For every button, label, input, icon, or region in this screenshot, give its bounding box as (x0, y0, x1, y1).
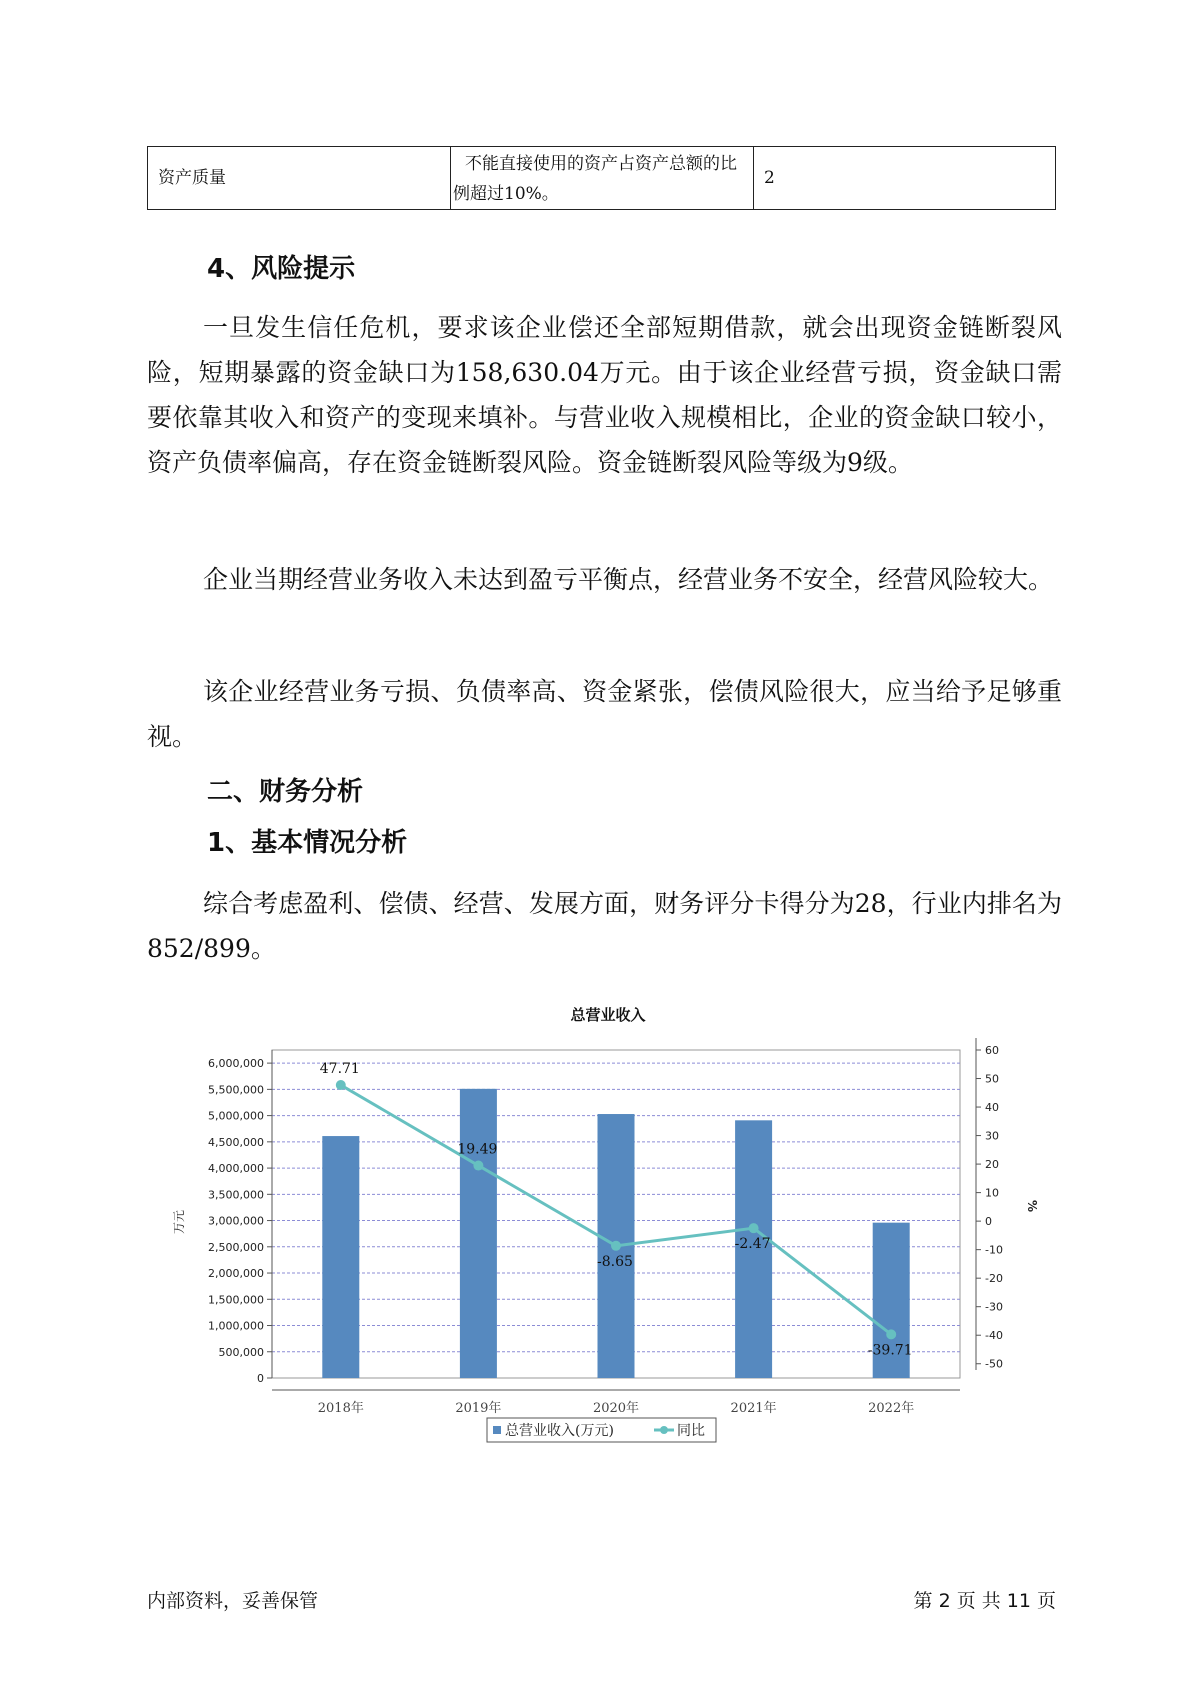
revenue-bar (460, 1089, 497, 1378)
y2-tick-label: 60 (985, 1044, 999, 1057)
y2-tick-label: 10 (985, 1186, 999, 1200)
risk-paragraph-2: 企业当期经营业务收入未达到盈亏平衡点，经营业务不安全，经营风险较大。 (203, 565, 1054, 594)
table-cell-condition: 不能直接使用的资产占资产总额的比例超过10%。 (451, 147, 754, 209)
y-tick-label: 1,000,000 (208, 1319, 264, 1333)
y-tick-label: 500,000 (218, 1345, 264, 1359)
legend-line-label: 同比 (677, 1423, 705, 1439)
basic-analysis-heading: 1、基本情况分析 (207, 828, 408, 858)
y-tick-label: 2,000,000 (208, 1267, 264, 1281)
y-axis-label: 万元 (172, 1209, 186, 1235)
revenue-bar (322, 1136, 359, 1378)
revenue-chart (147, 998, 1056, 1458)
y-tick-label: 4,000,000 (208, 1162, 264, 1176)
y-tick-label: 2,500,000 (208, 1240, 264, 1254)
legend-bar-swatch (493, 1426, 501, 1434)
y2-tick-label: 20 (985, 1158, 999, 1172)
risk-heading: 4、风险提示 (207, 254, 356, 284)
y-tick-label: 6,000,000 (208, 1057, 264, 1071)
revenue-chart-svg (147, 998, 1056, 1458)
footer-confidential-note: 内部资料，妥善保管 (147, 1590, 319, 1612)
y2-tick-label: -20 (985, 1272, 1003, 1286)
legend-line-marker (660, 1426, 668, 1434)
x-tick-label: 2020年 (592, 1401, 640, 1416)
y2-tick-label: -30 (985, 1300, 1003, 1314)
yoy-point (336, 1080, 346, 1090)
yoy-data-label: 47.71 (319, 1061, 360, 1078)
y-tick-label: 5,500,000 (208, 1083, 264, 1097)
yoy-data-label: 19.49 (457, 1141, 498, 1158)
x-tick-label: 2022年 (868, 1401, 915, 1416)
criteria-table (147, 146, 1056, 210)
y2-tick-label: 30 (985, 1129, 999, 1143)
y2-tick-label: -50 (985, 1357, 1003, 1371)
y2-tick-label: 0 (985, 1215, 992, 1229)
chart-title: 总营业收入 (570, 1006, 646, 1024)
footer-page-number: 第 2 页 共 11 页 (913, 1590, 1056, 1612)
financial-analysis-heading: 二、财务分析 (207, 777, 364, 807)
y-tick-label: 5,000,000 (208, 1109, 264, 1123)
y2-axis-label: % (1025, 1199, 1039, 1213)
yoy-point (749, 1223, 759, 1233)
risk-paragraph-1: 一旦发生信任危机，要求该企业偿还全部短期借款，就会出现资金链断裂风险，短期暴露的资金缺口为158,630.04万元。由于该企业经营亏损，资金缺口需要依靠其收入和资产的变现来填补。与营业收入规模相比，企业的资金缺口较小，资产负债率偏高，存在资金链断裂风险。资金链断裂风险等级为9级。 (147, 313, 1062, 477)
yoy-data-label: -39.71 (867, 1342, 913, 1359)
basic-paragraph-1: 综合考虑盈利、偿债、经营、发展方面，财务评分卡得分为28，行业内排名为852/899。 (147, 889, 1062, 963)
yoy-point (473, 1161, 483, 1171)
y-tick-label: 1,500,000 (208, 1293, 264, 1307)
x-tick-label: 2021年 (730, 1401, 777, 1416)
yoy-point (611, 1241, 621, 1251)
yoy-data-label: -8.65 (597, 1253, 633, 1270)
legend-bar-label: 总营业收入(万元) (505, 1423, 614, 1439)
yoy-data-label: -2.47 (734, 1236, 771, 1253)
y-tick-label: 4,500,000 (208, 1135, 264, 1149)
y2-tick-label: -40 (985, 1329, 1003, 1343)
table-cell-category: 资产质量 (148, 147, 451, 209)
risk-paragraph-3: 该企业经营业务亏损、负债率高、资金紧张，偿债风险很大，应当给予足够重视。 (147, 677, 1062, 751)
y2-tick-label: 50 (985, 1072, 999, 1086)
y-tick-label: 3,000,000 (208, 1214, 264, 1228)
y2-tick-label: -10 (985, 1243, 1003, 1257)
table-cell-score: 2 (764, 168, 775, 188)
x-tick-label: 2019年 (455, 1401, 502, 1416)
y-tick-label: 3,500,000 (208, 1188, 264, 1202)
y2-tick-label: 40 (985, 1101, 999, 1115)
yoy-point (886, 1329, 896, 1339)
y-tick-label: 0 (257, 1372, 264, 1385)
x-tick-label: 2018年 (317, 1401, 364, 1416)
